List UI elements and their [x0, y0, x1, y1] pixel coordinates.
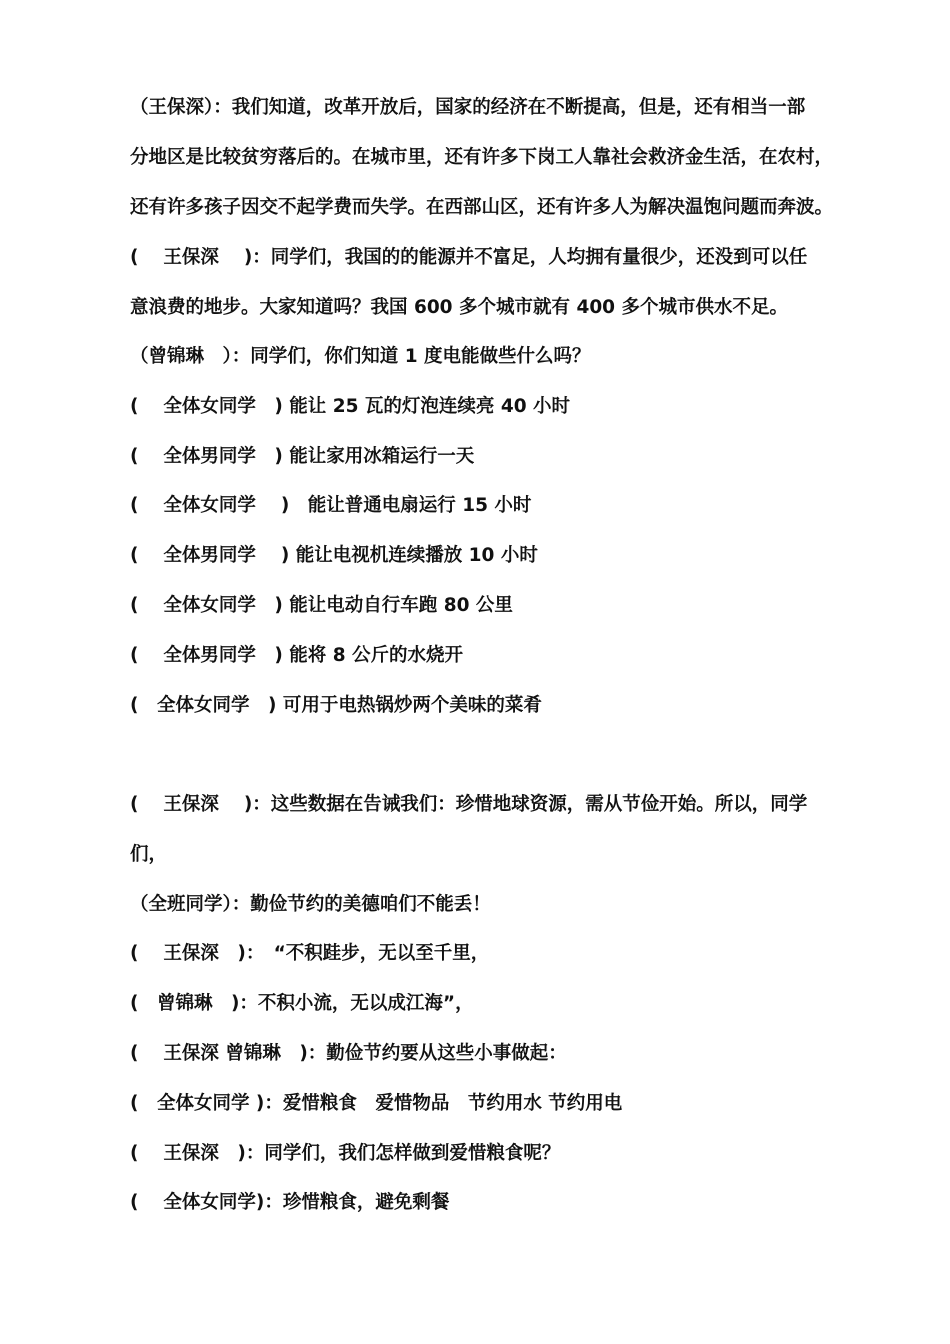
- text-line: ( 王保深 曾锦琳 )：勤俭节约要从这些小事做起：: [130, 1043, 567, 1064]
- text-line: 意浪费的地步。大家知道吗？我国 600 多个城市就有 400 多个城市供水不足。: [130, 297, 788, 318]
- text-line: 分地区是比较贫穷落后的。在城市里，还有许多下岗工人靠社会救济金生活，在农村，: [130, 147, 834, 168]
- text-line: （全班同学）：勤俭节约的美德咱们不能丢！: [130, 894, 491, 915]
- text-line: ( 全体女同学 ) 能让 25 瓦的灯泡连续亮 40 小时: [130, 396, 571, 417]
- text-line: ( 全体女同学 ) 能让普通电扇运行 15 小时: [130, 495, 532, 516]
- text-line: ( 全体女同学 ) 可用于电热锅炒两个美味的菜肴: [130, 695, 542, 716]
- text-line: （曾锦琳 ）：同学们，你们知道 1 度电能做些什么吗？: [130, 346, 591, 367]
- text-line: ( 王保深 )：同学们，我们怎样做到爱惜粮食呢？: [130, 1143, 561, 1164]
- text-line: ( 王保深 )： “不积跬步，无以至千里，: [130, 943, 490, 964]
- text-line: ( 王保深 )：这些数据在告诫我们：珍惜地球资源，需从节俭开始。所以，同学: [130, 794, 808, 815]
- text-line: ( 全体女同学 ) 能让电动自行车跑 80 公里: [130, 595, 513, 616]
- text-line: ( 全体男同学 ) 能将 8 公斤的水烧开: [130, 645, 464, 666]
- text-line: ( 全体男同学 ) 能让电视机连续播放 10 小时: [130, 545, 538, 566]
- text-line: ( 曾锦琳 )：不积小流，无以成江海”，: [130, 993, 474, 1014]
- text-line: （王保深）：我们知道，改革开放后，国家的经济在不断提高，但是，还有相当一部: [130, 97, 806, 118]
- text-line: ( 王保深 )：同学们，我国的的能源并不富足，人均拥有量很少，还没到可以任: [130, 247, 808, 268]
- text-line: 还有许多孩子因交不起学费而失学。在西部山区，还有许多人为解决温饱问题而奔波。: [130, 197, 834, 218]
- text-line: 们，: [130, 844, 168, 865]
- text-line: ( 全体女同学 )：爱惜粮食 爱惜物品 节约用水 节约用电: [130, 1093, 623, 1114]
- text-line: ( 全体男同学 ) 能让家用冰箱运行一天: [130, 446, 475, 467]
- text-line: ( 全体女同学)：珍惜粮食，避免剩餐: [130, 1192, 450, 1213]
